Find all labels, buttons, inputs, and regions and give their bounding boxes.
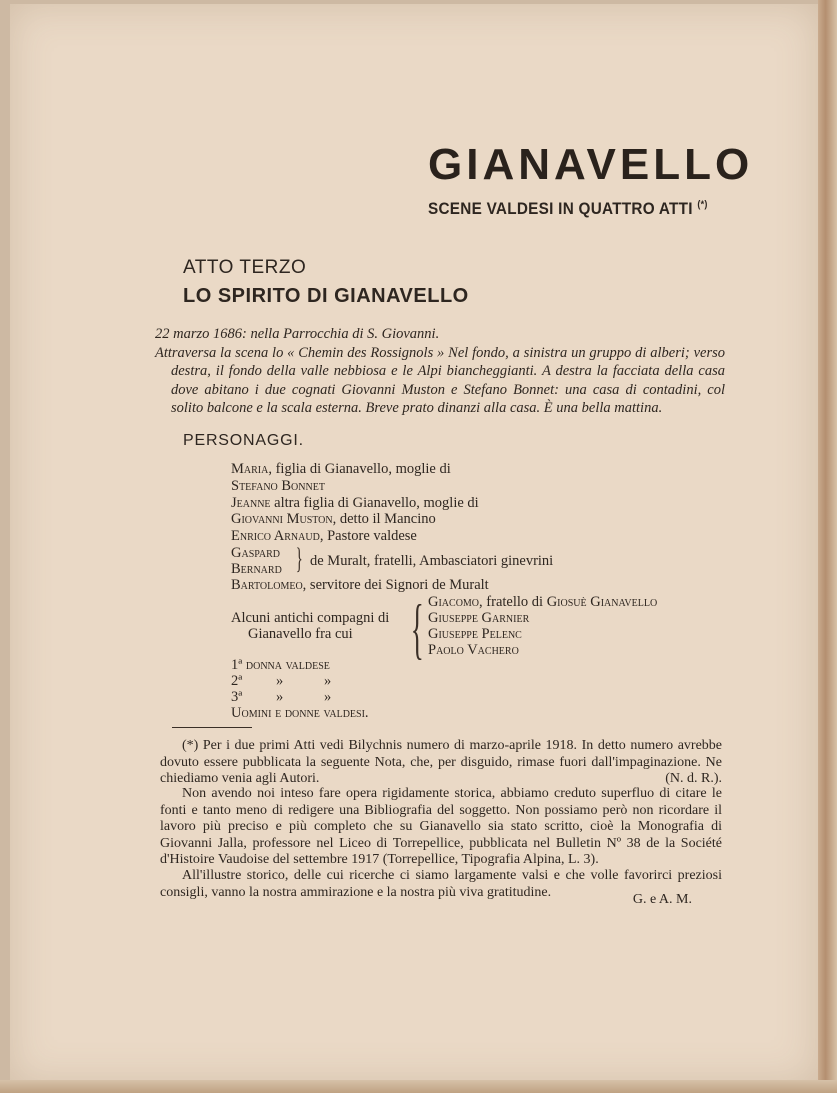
cast-giacomo — [428, 594, 657, 611]
brace-companions: { — [410, 590, 424, 666]
subtitle-text: SCENE VALDESI IN QUATTRO ATTI — [428, 199, 693, 218]
footnote-rule — [172, 727, 252, 728]
cast-donna1: 1ª donna valdese — [231, 657, 330, 673]
scene-setting — [155, 325, 725, 418]
cast-jeanne — [231, 495, 479, 512]
brace-brothers: } — [295, 542, 303, 575]
cast-jeanne-husband — [231, 511, 436, 528]
setting-description: Attraversa la scena lo « Chemin des Rossignols » Nel fondo, a sinistra un gruppo di alberi; verso destra, il fondo della valle nebbiosa e le Alpi biancheggianti. A destra la facciata della casa dove abitano i due cognati Giovanni Muston e Stefano Bonnet: una casa di contadini, col solito balcone e la scala esterna. Breve prato dinanzi alla casa. È una bella mattina. — [155, 344, 725, 417]
cast-gaspard: Gaspard — [231, 545, 281, 561]
cast-pelenc: Giuseppe Pelenc — [428, 626, 522, 642]
cast-name: Bartolomeo — [231, 577, 303, 593]
cast-name: Enrico Arnaud — [231, 528, 320, 544]
cast-donna3: 3ª — [231, 689, 243, 705]
cast-desc: altra figlia di Gianavello, moglie di — [270, 495, 479, 511]
cast-desc: , Pastore valdese — [319, 528, 417, 544]
footnote-1-text: (*) Per i due primi Atti vedi Bilychnis numero di marzo-aprile 1918. In detto numero avrebbe dovuto essere pubblicata la seguente Nota, che, per disguido, rimase fuori dall'impaginazione. Ne chiediamo venia agli Autori. — [160, 738, 722, 786]
cast-maria — [231, 461, 451, 478]
page-subtitle — [428, 199, 708, 219]
cast-vachero: Paolo Vachero — [428, 642, 519, 658]
cast-companions-line2: Gianavello fra cui — [248, 626, 353, 642]
cast-companions-line1: Alcuni antichi compagni di — [231, 610, 390, 626]
ditto-mark: » — [324, 689, 332, 705]
cast-brothers-desc: de Muralt, fratelli, Ambasciatori ginevrini — [310, 553, 554, 569]
cast-desc: , figlia di Gianavello, moglie di — [268, 461, 451, 477]
act-label: ATTO TERZO — [183, 257, 307, 278]
cast-bernard: Bernard — [231, 561, 282, 577]
cast-enrico — [231, 528, 417, 545]
ditto-mark: » — [276, 689, 284, 705]
footnote-2 — [160, 786, 722, 869]
setting-date: 22 marzo 1686: nella Parrocchia di S. Giovanni. — [155, 326, 440, 342]
ditto-mark: » — [324, 673, 332, 689]
cast-garnier: Giuseppe Garnier — [428, 610, 530, 626]
footnote-1 — [160, 738, 722, 788]
page-title: GIANAVELLO — [428, 140, 754, 189]
cast-maria-husband: Stefano Bonnet — [231, 478, 325, 494]
cast-desc: , detto il Mancino — [332, 511, 436, 527]
footnote-signature: G. e A. M. — [632, 892, 692, 907]
cast-name: Giovanni Muston — [231, 511, 333, 527]
footnote-3-text: All'illustre storico, delle cui ricerche ci siamo largamente valsi e che volle favorirci preziosi consigli, vanno la nostra ammirazione e la nostra più viva gratitudine. — [160, 868, 722, 900]
cast-uomini: Uomini e donne valdesi. — [231, 705, 369, 721]
page-edge-right — [818, 0, 837, 1093]
act-title: LO SPIRITO DI GIANAVELLO — [183, 285, 469, 307]
ditto-mark: » — [276, 673, 284, 689]
page-edge-bottom — [0, 1080, 837, 1093]
cast-desc: , servitore dei Signori de Muralt — [302, 577, 489, 593]
cast-name: Giosuè Gianavello — [546, 594, 658, 610]
cast-name: Jeanne — [231, 495, 271, 511]
footnote-1-sign: (N. d. R.). — [665, 771, 722, 786]
cast-name: Maria — [231, 461, 269, 477]
subtitle-footnote-mark: (*) — [697, 199, 708, 211]
cast-name: Giacomo — [428, 594, 480, 610]
cast-bartolomeo — [231, 577, 489, 594]
cast-donna2: 2ª — [231, 673, 243, 689]
footnote-2-text: Non avendo noi inteso fare opera rigidamente storica, abbiamo creduto superfluo di citare le fonti e tanto meno di redigere una Bibliografia del soggetto. Non possiamo però non ricordare il lavoro più preciso e più completo che su Gianavello sia stato scritto, cioè la Monografia di Giovanni Jalla, professore nel Liceo di Torrepellice, pubblicata nel Bulletin Nº 38 de la Société d'Histoire Vaudoise del settembre 1917 (Torrepellice, Tipografia Alpina, L. 3). — [160, 786, 722, 867]
cast-desc: , fratello di — [479, 594, 547, 610]
cast-heading: PERSONAGGI. — [183, 432, 304, 449]
